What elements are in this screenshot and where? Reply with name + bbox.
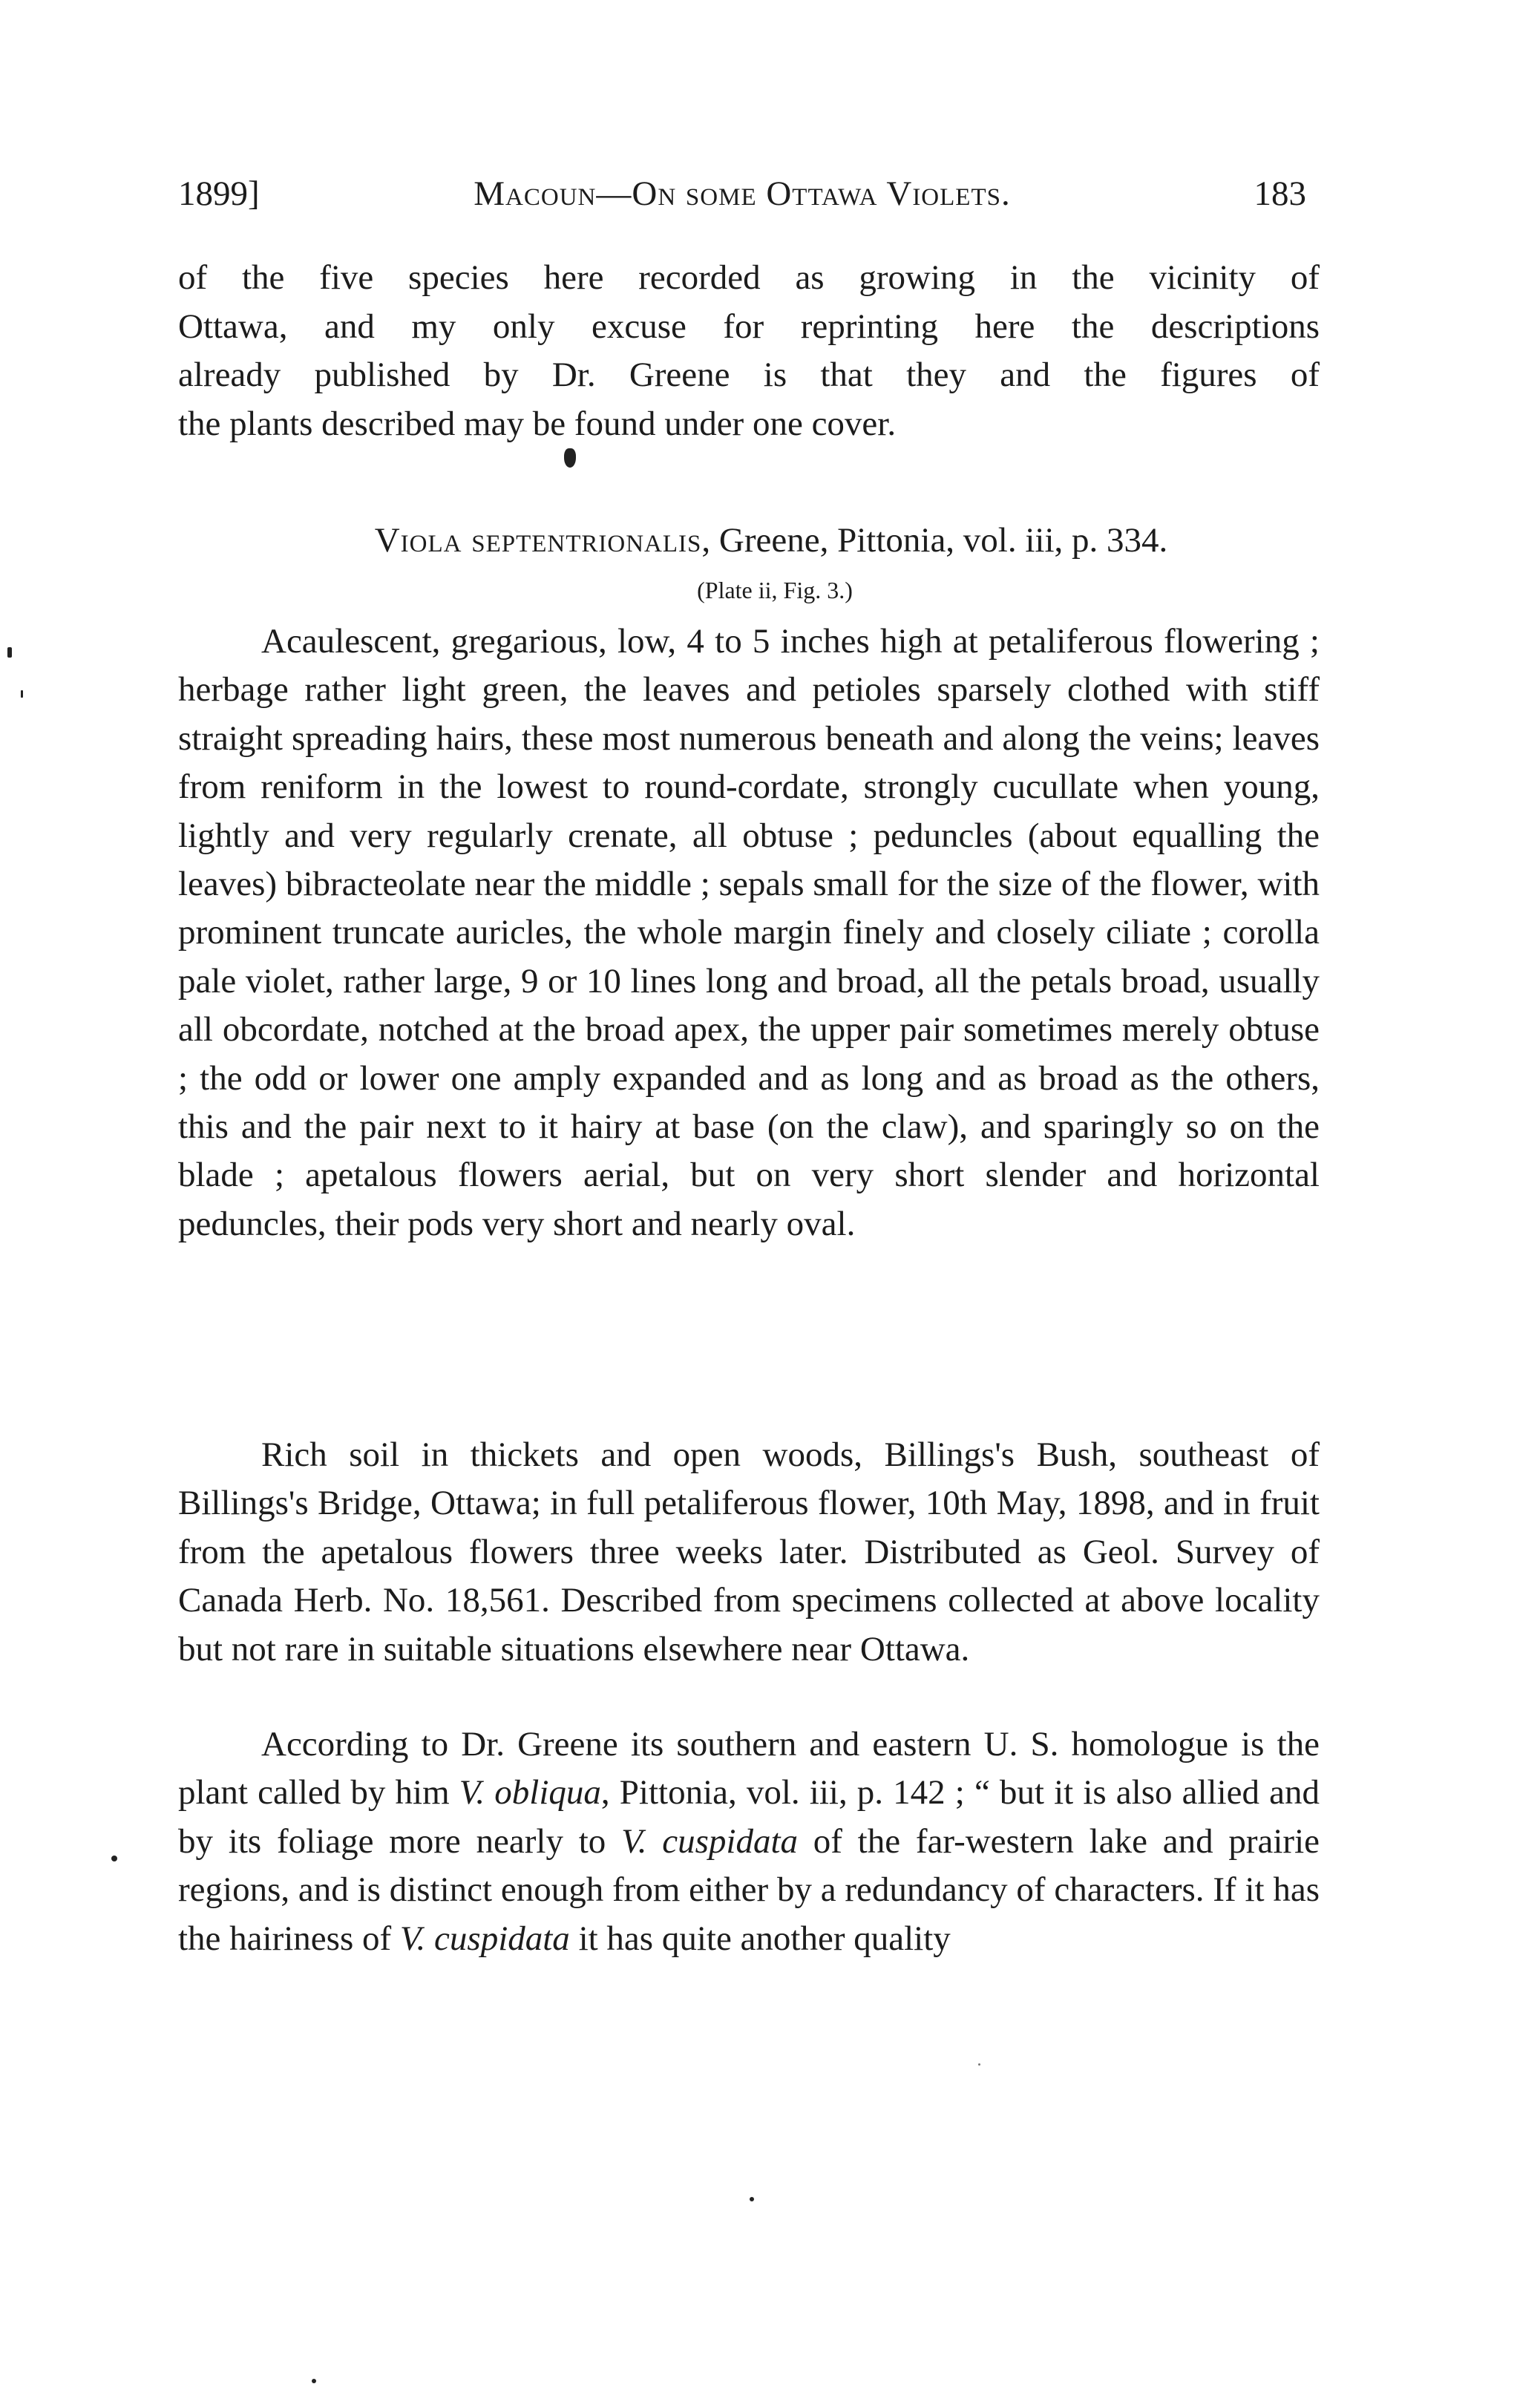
plate-reference: (Plate ii, Fig. 3.) bbox=[697, 577, 853, 603]
intro-line: the plants described may be found under one cover. bbox=[178, 404, 897, 443]
running-title: Macoun—On some Ottawa Violets. bbox=[474, 174, 1011, 213]
habitat-paragraph bbox=[178, 1431, 1320, 1674]
intro-paragraph bbox=[178, 254, 1320, 448]
margin-bullet-mark bbox=[111, 1856, 117, 1861]
margin-ink-mark bbox=[7, 647, 12, 658]
page-speck bbox=[978, 2063, 980, 2066]
comparison-text bbox=[178, 1720, 1320, 1963]
species-name: Viola septentrionalis bbox=[374, 521, 702, 560]
margin-ink-mark bbox=[21, 690, 23, 698]
comparison-text-part: According to Dr. Greene its southern and eastern U. S. homologue is the plant called by him bbox=[178, 1725, 1320, 1812]
comparison-text-part: it has quite another quality bbox=[569, 1919, 951, 1958]
taxon-name: V. cuspidata bbox=[399, 1919, 570, 1958]
description-paragraph bbox=[178, 618, 1320, 1248]
running-header bbox=[178, 168, 1306, 220]
description-text: Acaulescent, gregarious, low, 4 to 5 inches high at petaliferous flowering ; herbage rather light green, the leaves and petioles sparsely clothed with stiff straight spreading hairs, these most numerous beneath and along the veins; leaves from reniform in the lowest to round-cordate, strongly cucullate when young, lightly and very regularly crenate, all obtuse ; peduncles (about equalling the leaves) bibracteolate near the middle ; sepals small for the size of the flower, with prominent truncate auricles, the whole margin finely and closely ciliate ; corolla pale violet, rather large, 9 or 10 lines long and broad, all the petals broad, usually all obcordate, notched at the broad apex, the upper pair sometimes merely obtuse ; the odd or lower one amply expanded and as long and as broad as the others, this and the pair next to it hairy at base (on the claw), and sparingly so on the blade ; apetalous flowers aerial, but on very short slender and horizontal peduncles, their pods very short and nearly oval. bbox=[178, 622, 1320, 1243]
species-citation: , Greene, Pittonia, vol. iii, p. 334. bbox=[701, 521, 1168, 560]
page-speck bbox=[750, 2197, 754, 2201]
page-number: 183 bbox=[1254, 174, 1306, 213]
intro-line: Ottawa, and my only excuse for reprinting here the descriptions bbox=[178, 307, 1320, 346]
comparison-text-part: , Pittonia, vol. iii, p. 142 ; “ but it is also allied and by its foliage more nearly to bbox=[178, 1773, 1320, 1861]
habitat-text: Rich soil in thickets and open woods, Billings's Bush, southeast of Billings's Bridge, Ottawa; in full petaliferous flower, 10th May, 1898, and in fruit from the apetalous flowers three weeks later. Distributed as Geol. Survey of Canada Herb. No. 18,561. Described from specimens collected at above locality but not rare in suitable situations elsewhere near Ottawa. bbox=[178, 1435, 1320, 1668]
comparison-paragraph bbox=[178, 1720, 1320, 1963]
taxon-name: V. obliqua bbox=[459, 1773, 601, 1812]
header-year: 1899] bbox=[178, 174, 260, 213]
taxon-name: V. cuspidata bbox=[621, 1821, 798, 1861]
intro-line: of the five species here recorded as growing in the vicinity of bbox=[178, 258, 1320, 297]
page-speck bbox=[312, 2379, 316, 2383]
ink-blot-mark bbox=[564, 448, 576, 468]
intro-line: already published by Dr. Greene is that they and the figures of bbox=[178, 356, 1320, 394]
comparison-text-part: of the far-western lake and prairie regions, and is distinct enough from either by a redundancy of characters. If it has the hairiness of bbox=[178, 1821, 1320, 1958]
species-heading bbox=[178, 516, 1320, 565]
